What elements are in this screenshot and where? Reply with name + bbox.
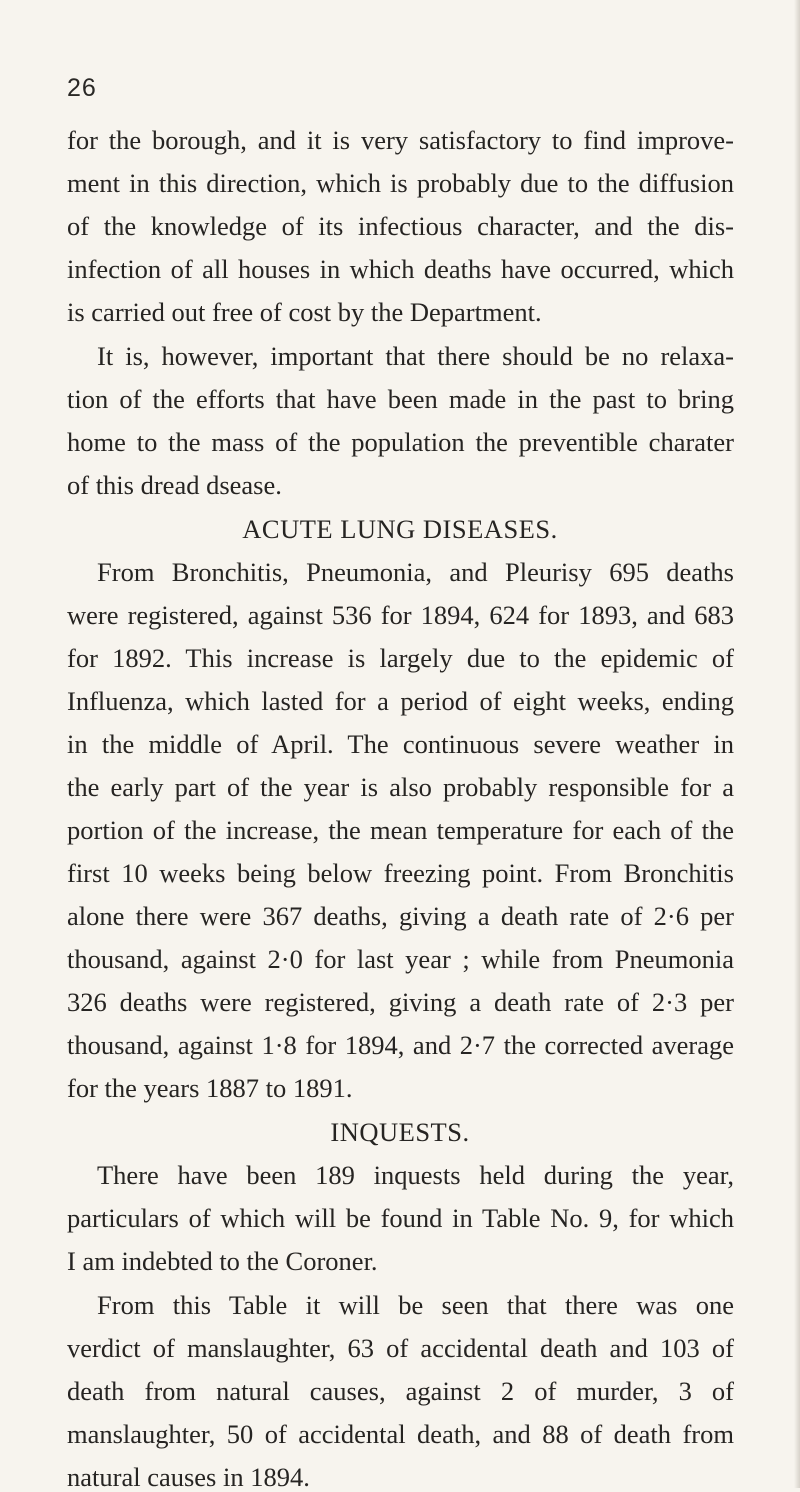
text-line: tion of the efforts that have been made in the past to bring <box>67 384 734 414</box>
text-line: thousand, against 2·0 for last year ; while from Pneumonia <box>67 944 734 974</box>
text-line: thousand, against 1·8 for 1894, and 2·7 the corrected average <box>67 1030 734 1060</box>
text-line: I am indebted to the Coroner. <box>67 1246 378 1276</box>
text-line: for 1892. This increase is largely due to the epidemic of <box>67 643 734 673</box>
text-line: first 10 weeks being below freezing point. From Bronchitis <box>67 858 734 888</box>
page-number: 26 <box>67 74 97 102</box>
text-line: It is, however, important that there should be no relaxa- <box>97 341 734 371</box>
text-line: infection of all houses in which deaths have occurred, which <box>67 254 734 284</box>
text-line: were registered, against 536 for 1894, 624 for 1893, and 683 <box>67 600 734 630</box>
text-line: natural causes in 1894. <box>67 1462 310 1492</box>
text-line: Influenza, which lasted for a period of eight weeks, ending <box>67 686 734 716</box>
text-line: particulars of which will be found in Table No. 9, for which <box>67 1203 734 1233</box>
text-line: is carried out free of cost by the Department. <box>67 297 542 327</box>
text-line: ment in this direction, which is probably due to the diffusion <box>67 168 734 198</box>
text-line: home to the mass of the population the preventible charater <box>67 427 734 457</box>
text-line: of this dread dsease. <box>67 470 282 500</box>
text-line: of the knowledge of its infectious character, and the dis- <box>67 211 734 241</box>
text-line: From this Table it will be seen that there was one <box>97 1290 734 1320</box>
section-heading-inquests: INQUESTS. <box>330 1117 470 1147</box>
section-heading-acute-lung-diseases: ACUTE LUNG DISEASES. <box>242 514 558 544</box>
text-line: From Bronchitis, Pneumonia, and Pleurisy 695 deaths <box>97 557 734 587</box>
text-line: verdict of manslaughter, 63 of accidental death and 103 of <box>67 1333 734 1363</box>
text-line: manslaughter, 50 of accidental death, and 88 of death from <box>67 1419 734 1449</box>
text-line: alone there were 367 deaths, giving a death rate of 2·6 per <box>67 901 734 931</box>
text-line: for the borough, and it is very satisfactory to find improve- <box>67 125 734 155</box>
text-line: portion of the increase, the mean temperature for each of the <box>67 815 734 845</box>
page-edge-shadow <box>794 0 800 1488</box>
text-line: death from natural causes, against 2 of murder, 3 of <box>67 1376 734 1406</box>
text-line: the early part of the year is also probably responsible for a <box>67 772 734 802</box>
text-line: 326 deaths were registered, giving a death rate of 2·3 per <box>67 987 734 1017</box>
text-line: in the middle of April. The continuous severe weather in <box>67 729 734 759</box>
text-line: There have been 189 inquests held during the year, <box>97 1160 734 1190</box>
text-line: for the years 1887 to 1891. <box>67 1073 353 1103</box>
